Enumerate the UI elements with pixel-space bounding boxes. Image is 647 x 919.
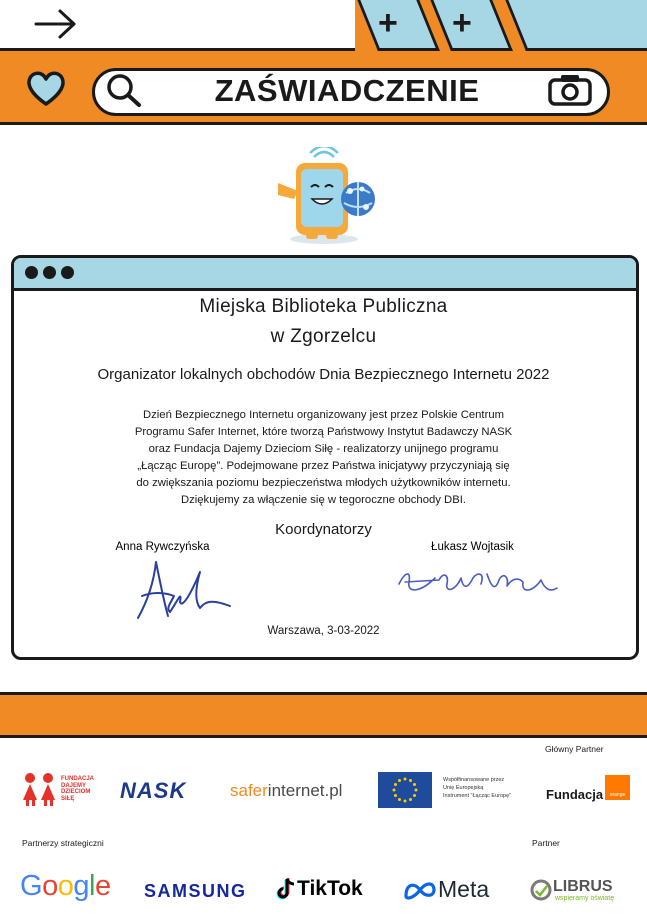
- header-divider: [0, 122, 647, 125]
- main-partner-label: Główny Partner: [545, 744, 604, 754]
- librus-globe-icon: [530, 879, 552, 901]
- window-title-bar: [14, 258, 636, 291]
- coordinator-name: Anna Rywczyńska: [115, 541, 210, 553]
- body-line: Dzień Bezpiecznego Internetu organizowany jest przez Polskie Centrum: [142, 409, 505, 421]
- arrow-right-icon: [34, 8, 78, 40]
- body-line: „Łącząc Europę”. Podejmowane przez Państwa inicjatywy przyczyniają się: [137, 460, 510, 472]
- body-line: Programu Safer Internet, które tworzą Państwowy Instytut Badawczy NASK: [134, 426, 513, 438]
- librus-logo: LIBRUS: [553, 878, 613, 895]
- partner-label: Partner: [532, 838, 560, 848]
- search-icon[interactable]: [104, 71, 144, 109]
- mascot-phone-illustration: [270, 147, 382, 245]
- browser-tab-3[interactable]: [504, 0, 647, 51]
- tiktok-logo: TikTok: [297, 877, 363, 900]
- fundacja-orange-logo: Fundacja: [546, 787, 604, 802]
- orange-badge-logo: orange: [605, 775, 630, 800]
- organization-city: w Zgorzelcu: [270, 326, 377, 347]
- plus-icon[interactable]: +: [452, 4, 472, 42]
- heart-icon[interactable]: [24, 68, 68, 108]
- signature-image: [130, 556, 240, 624]
- librus-tagline: wspieramy oświatę: [555, 895, 615, 902]
- fdds-logo-icon: [20, 772, 60, 806]
- place-and-date: Warszawa, 3-03-2022: [267, 625, 380, 637]
- organization-name: Miejska Biblioteka Publiczna: [199, 296, 448, 317]
- window-dot-icon: [25, 266, 38, 279]
- eu-cofunding-text: Współfinansowane przez Unię Europejską Instrument "Łącząc Europę": [443, 777, 512, 799]
- plus-icon[interactable]: +: [378, 4, 398, 42]
- body-line: do zwiększania poziomu bezpieczeństwa młodych użytkowników internetu.: [136, 477, 511, 489]
- coordinators-heading: Koordynatorzy: [275, 521, 372, 538]
- browser-tab-strip: [0, 0, 355, 51]
- certificate-body: [90, 407, 557, 509]
- nask-logo: NASK: [120, 778, 187, 803]
- signature-image: [395, 562, 560, 604]
- page-title: ZAŚWIADCZENIE: [214, 73, 480, 108]
- footer-bar: [0, 692, 647, 738]
- meta-logo: Meta: [438, 876, 490, 902]
- meta-infinity-icon: [402, 880, 438, 900]
- coordinator-name: Łukasz Wojtasik: [431, 541, 514, 553]
- camera-icon[interactable]: [547, 73, 593, 107]
- fdds-logo: FUNDACJA DAJEMY DZIECIOM SIŁĘ: [61, 776, 94, 802]
- window-dot-icon: [61, 266, 74, 279]
- eu-flag-icon: [378, 772, 432, 808]
- window-dot-icon: [43, 266, 56, 279]
- organizer-role: Organizator lokalnych obchodów Dnia Bezpiecznego Internetu 2022: [97, 366, 550, 383]
- body-line: oraz Fundacja Dajemy Dzieciom Siłę - realizatorzy unijnego programu: [148, 443, 499, 455]
- samsung-logo: SAMSUNG: [144, 881, 247, 901]
- saferinternet-logo: saferinternet.pl: [230, 781, 343, 800]
- google-logo: Google: [20, 870, 111, 902]
- strategic-partners-label: Partnerzy strategiczni: [22, 838, 104, 848]
- tiktok-note-icon: [276, 877, 296, 901]
- body-line: Dziękujemy za włączenie się w tegoroczne obchody DBI.: [180, 494, 467, 506]
